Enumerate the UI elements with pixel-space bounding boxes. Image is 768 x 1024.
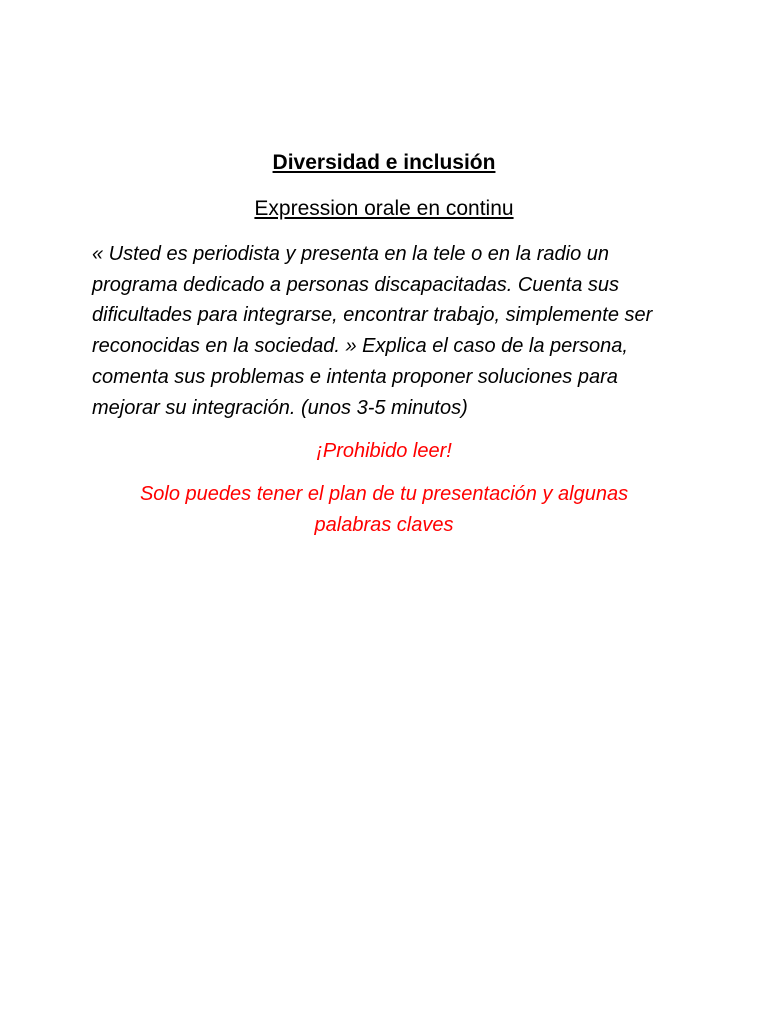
warning-text: ¡Prohibido leer! (316, 440, 452, 462)
task-prompt: « Usted es periodista y presenta en la tele o en la radio un programa dedicado a personas discapacitadas. Cuenta sus dificultades para integrarse, encontrar trabajo, simplemente ser reconocidas en la sociedad. » Explica el caso de la persona, comenta sus problemas e intenta proponer soluciones para mejorar su integración. (unos 3-5 minutos) (92, 243, 653, 419)
document-subtitle: Expression orale en continu (254, 197, 514, 220)
document-title: Diversidad e inclusión (272, 151, 496, 174)
instruction-note: Solo puedes tener el plan de tu presentación y algunas palabras claves (139, 483, 629, 536)
